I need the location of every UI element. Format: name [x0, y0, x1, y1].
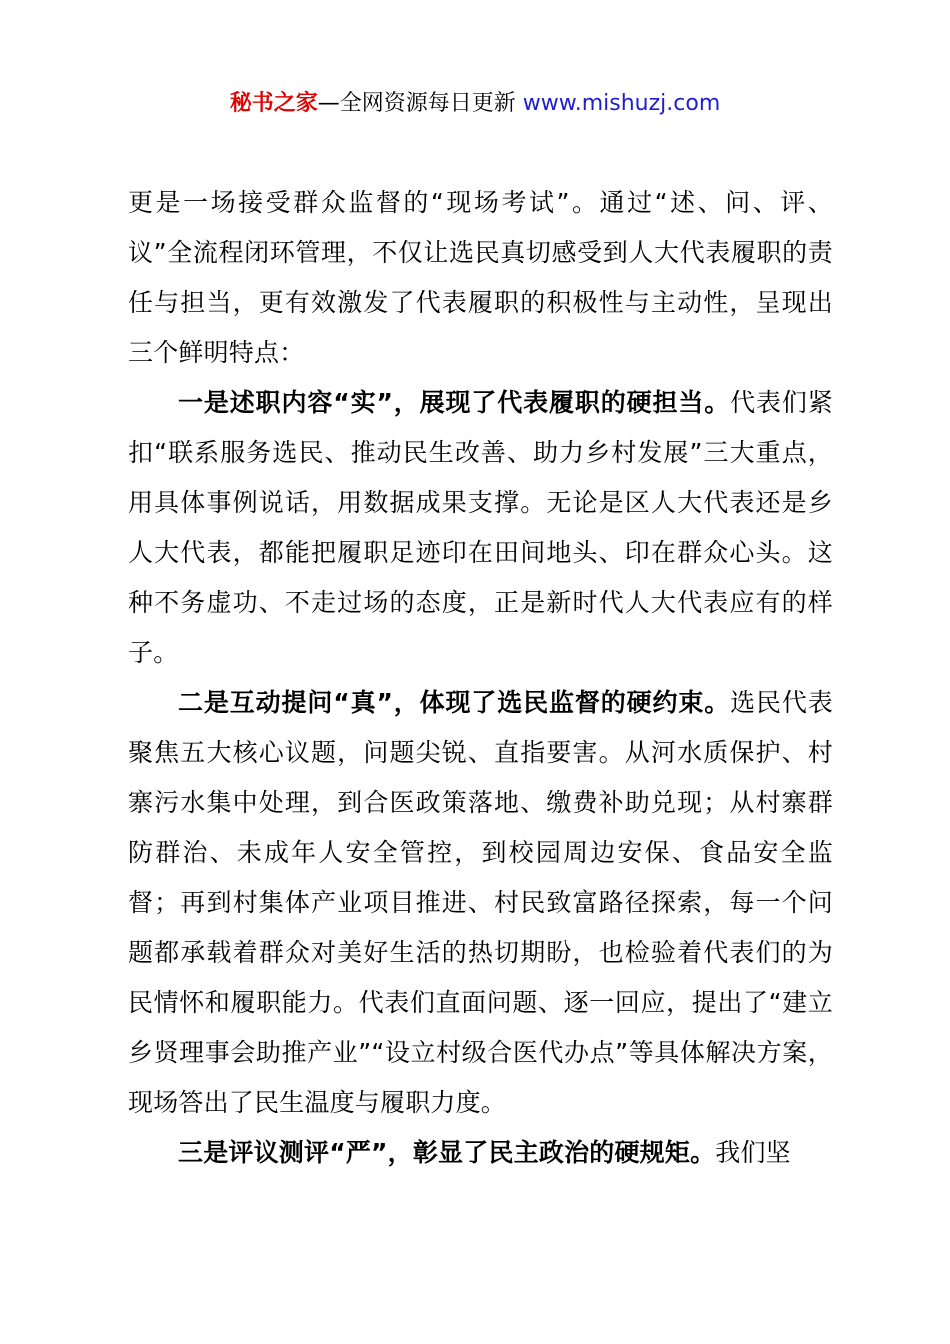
paragraph-text: 更是一场接受群众监督的“现场考试”。通过“述、问、评、议”全流程闭环管理，不仅让选民真切感受到人大代表履职的责任与担当，更有效激发了代表履职的积极性与主动性，呈现出三个鲜明特点： [128, 188, 833, 367]
paragraph-text: 我们坚 [715, 1138, 791, 1167]
site-header [0, 88, 950, 120]
paragraph-text: 代表们紧扣“联系服务选民、推动民生改善、助力乡村发展”三大重点，用具体事例说话，用数据成果支撑。无论是区人大代表还是乡人大代表，都能把履职足迹印在田间地头、印在群众心头。这种不务虚功、不走过场的态度，正是新时代人大代表应有的样子。 [128, 388, 833, 667]
paragraph-lead: 二是互动提问“真”，体现了选民监督的硬约束。 [178, 688, 731, 717]
paragraph-lead: 三是评议测评“严”，彰显了民主政治的硬规矩。 [178, 1138, 716, 1167]
brand-name: 秘书之家 [229, 91, 318, 116]
paragraph-point-one [128, 378, 833, 678]
site-url-link[interactable]: www.mishuzj.com [522, 91, 721, 116]
document-body [128, 178, 833, 1178]
paragraph-point-three [128, 1128, 833, 1178]
paragraph-lead: 一是述职内容“实”，展现了代表履职的硬担当。 [178, 388, 731, 417]
paragraph-intro [128, 178, 833, 378]
paragraph-point-two [128, 678, 833, 1128]
paragraph-text: 选民代表聚焦五大核心议题，问题尖锐、直指要害。从河水质保护、村寨污水集中处理，到合医政策落地、缴费补助兑现；从村寨群防群治、未成年人安全管控，到校园周边安保、食品安全监督；再到村集体产业项目推进、村民致富路径探索，每一个问题都承载着群众对美好生活的热切期盼，也检验着代表们的为民情怀和履职能力。代表们直面问题、逐一回应，提出了“建立乡贤理事会助推产业”“设立村级合医代办点”等具体解决方案，现场答出了民生温度与履职力度。 [128, 688, 833, 1117]
header-tagline: —全网资源每日更新 [317, 91, 523, 116]
